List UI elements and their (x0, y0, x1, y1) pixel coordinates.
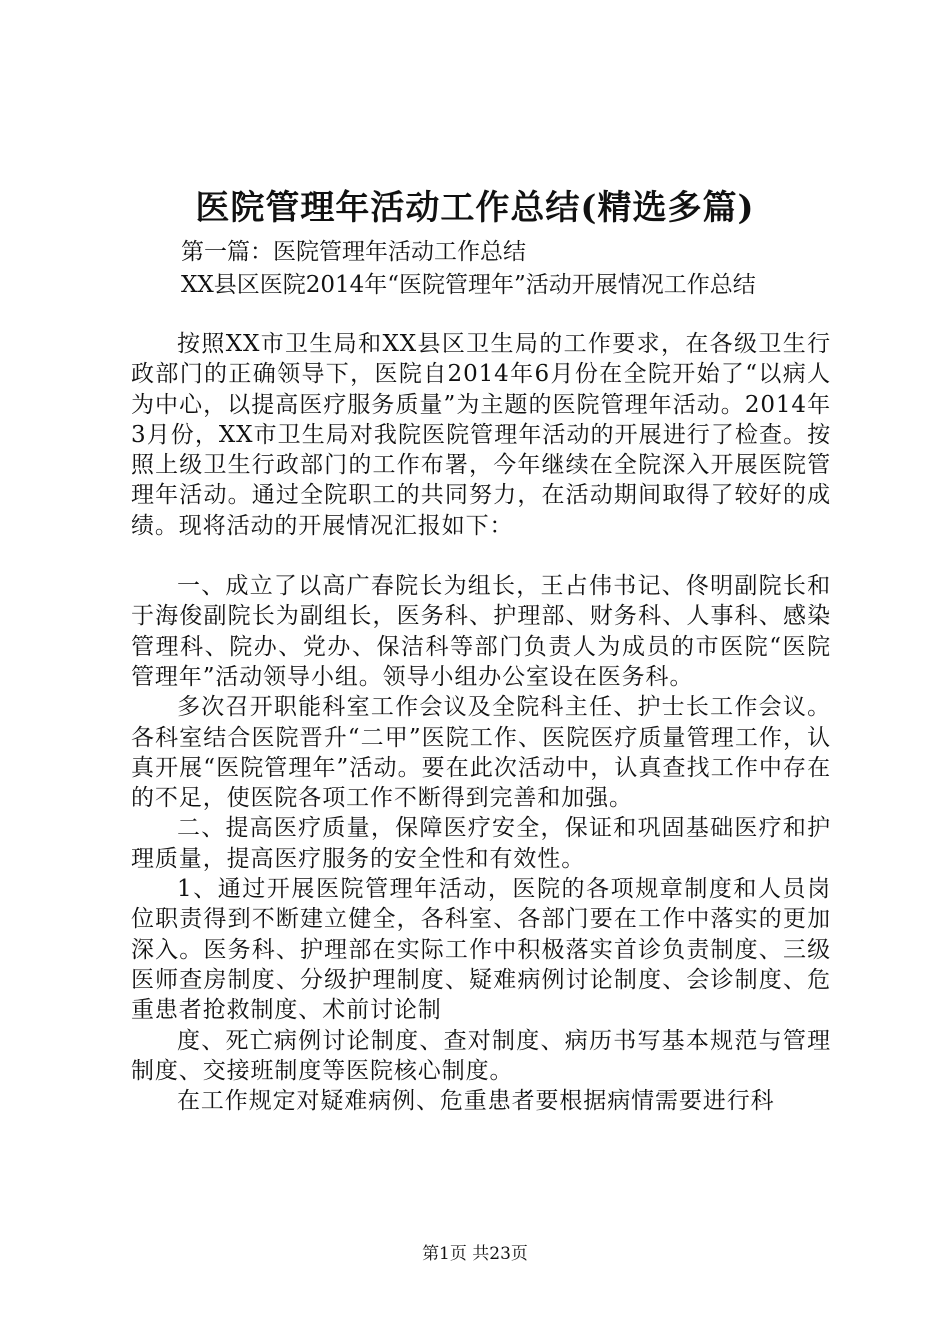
paragraph-section-1: 一、成立了以高广春院长为组长，王占伟书记、佟明副院长和于海俊副院长为副组长，医务科、护理部、财务科、人事科、感染管理科、院办、党办、保洁科等部门负责人为成员的市医院“医院管理年”活动领导小组。领导小组办公室设在医务科。 (131, 573, 831, 690)
document-title: 医院管理年活动工作总结(精选多篇) (195, 188, 755, 228)
document-subtitle-part: 第一篇：医院管理年活动工作总结 (181, 239, 526, 265)
page-number-footer: 第1页 共23页 (422, 1244, 528, 1264)
paragraph-requirements: 在工作规定对疑难病例、危重患者要根据病情需要进行科 (177, 1088, 775, 1115)
document-subtitle-report: XX县区医院2014年“医院管理年”活动开展情况工作总结 (181, 272, 756, 298)
paragraph-item-1-continued: 度、死亡病例讨论制度、查对制度、病历书写基本规范与管理制度、交接班制度等医院核心制度。 (131, 1027, 831, 1084)
paragraph-meetings: 多次召开职能科室工作会议及全院科主任、护士长工作会议。各科室结合医院晋升“二甲”医院工作、医院医疗质量管理工作，认真开展“医院管理年”活动。要在此次活动中，认真查找工作中存在的不足，使医院各项工作不断得到完善和加强。 (131, 694, 831, 812)
paragraph-item-1: 1、通过开展医院管理年活动，医院的各项规章制度和人员岗位职责得到不断建立健全，各科室、各部门要在工作中落实的更加深入。医务科、护理部在实际工作中积极落实首诊负责制度、三级医师查房制度、分级护理制度、疑难病例讨论制度、会诊制度、危重患者抢救制度、术前讨论制 (131, 876, 831, 1024)
paragraph-section-2: 二、提高医疗质量，保障医疗安全，保证和巩固基础医疗和护理质量，提高医疗服务的安全性和有效性。 (131, 815, 831, 872)
paragraph-intro: 按照XX市卫生局和XX县区卫生局的工作要求，在各级卫生行政部门的正确领导下，医院自2014年6月份在全院开始了“以病人为中心，以提高医疗服务质量”为主题的医院管理年活动。2014年3月份，XX市卫生局对我院医院管理年活动的开展进行了检查。按照上级卫生行政部门的工作布署，今年继续在全院深入开展医院管理年活动。通过全院职工的共同努力，在活动期间取得了较好的成绩。现将活动的开展情况汇报如下： (131, 331, 831, 539)
document-body (131, 329, 831, 1116)
